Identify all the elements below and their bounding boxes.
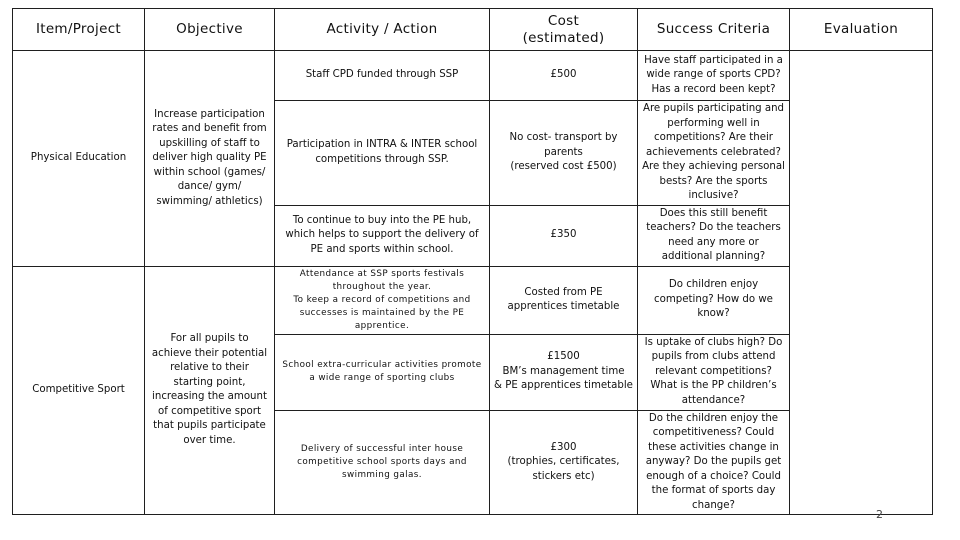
success-criteria-cell: Do children enjoy competing? How do we know? [638, 266, 790, 334]
success-criteria-cell: Have staff participated in a wide range of sports CPD? Has a record been kept? [638, 51, 790, 101]
cost-cell: £300 (trophies, certificates, stickers etc) [490, 410, 638, 515]
cost-cell: £1500 BM’s management time & PE apprentices timetable [490, 334, 638, 410]
activity-cell: Delivery of successful inter house competitive school sports days and swimming galas. [275, 410, 490, 515]
header-item-project: Item/Project [13, 9, 145, 51]
success-criteria-cell: Does this still benefit teachers? Do the teachers need any more or additional planning? [638, 205, 790, 266]
header-evaluation: Evaluation [790, 9, 933, 51]
cost-cell: No cost- transport by parents (reserved cost £500) [490, 101, 638, 206]
cost-cell: £350 [490, 205, 638, 266]
header-activity: Activity / Action [275, 9, 490, 51]
item-competitive-sport: Competitive Sport [13, 266, 145, 515]
cost-cell: £500 [490, 51, 638, 101]
activity-cell: To continue to buy into the PE hub, which helps to support the delivery of PE and sports within school. [275, 205, 490, 266]
objective-physical-education: Increase participation rates and benefit from upskilling of staff to deliver high quality PE within school (games/ dance/ gym/ swimming/ athletics) [145, 51, 275, 267]
objective-competitive-sport: For all pupils to achieve their potential relative to their starting point, increasing the amount of competitive sport that pupils participate over time. [145, 266, 275, 515]
activity-cell: Participation in INTRA & INTER school competitions through SSP. [275, 101, 490, 206]
evaluation-cell [790, 51, 933, 515]
activity-cell: Attendance at SSP sports festivals throughout the year. To keep a record of competitions and successes is maintained by the PE apprentice. [275, 266, 490, 334]
header-objective: Objective [145, 9, 275, 51]
success-criteria-cell: Do the children enjoy the competitiveness? Could these activities change in anyway? Do the pupils get enough of a choice? Could the format of sports day change? [638, 410, 790, 515]
activity-cell: Staff CPD funded through SSP [275, 51, 490, 101]
curriculum-plan-table [12, 8, 933, 515]
header-success-criteria: Success Criteria [638, 9, 790, 51]
slide-number: 2 [876, 508, 883, 521]
success-criteria-cell: Are pupils participating and performing well in competitions? Are their achievements celebrated? Are they achieving personal bests? Are the sports inclusive? [638, 101, 790, 206]
item-physical-education: Physical Education [13, 51, 145, 267]
activity-cell: School extra-curricular activities promote a wide range of sporting clubs [275, 334, 490, 410]
header-cost: Cost (estimated) [490, 9, 638, 51]
header-row [13, 9, 933, 51]
success-criteria-cell: Is uptake of clubs high? Do pupils from clubs attend relevant competitions? What is the PP children’s attendance? [638, 334, 790, 410]
table-row [13, 51, 933, 101]
cost-cell: Costed from PE apprentices timetable [490, 266, 638, 334]
